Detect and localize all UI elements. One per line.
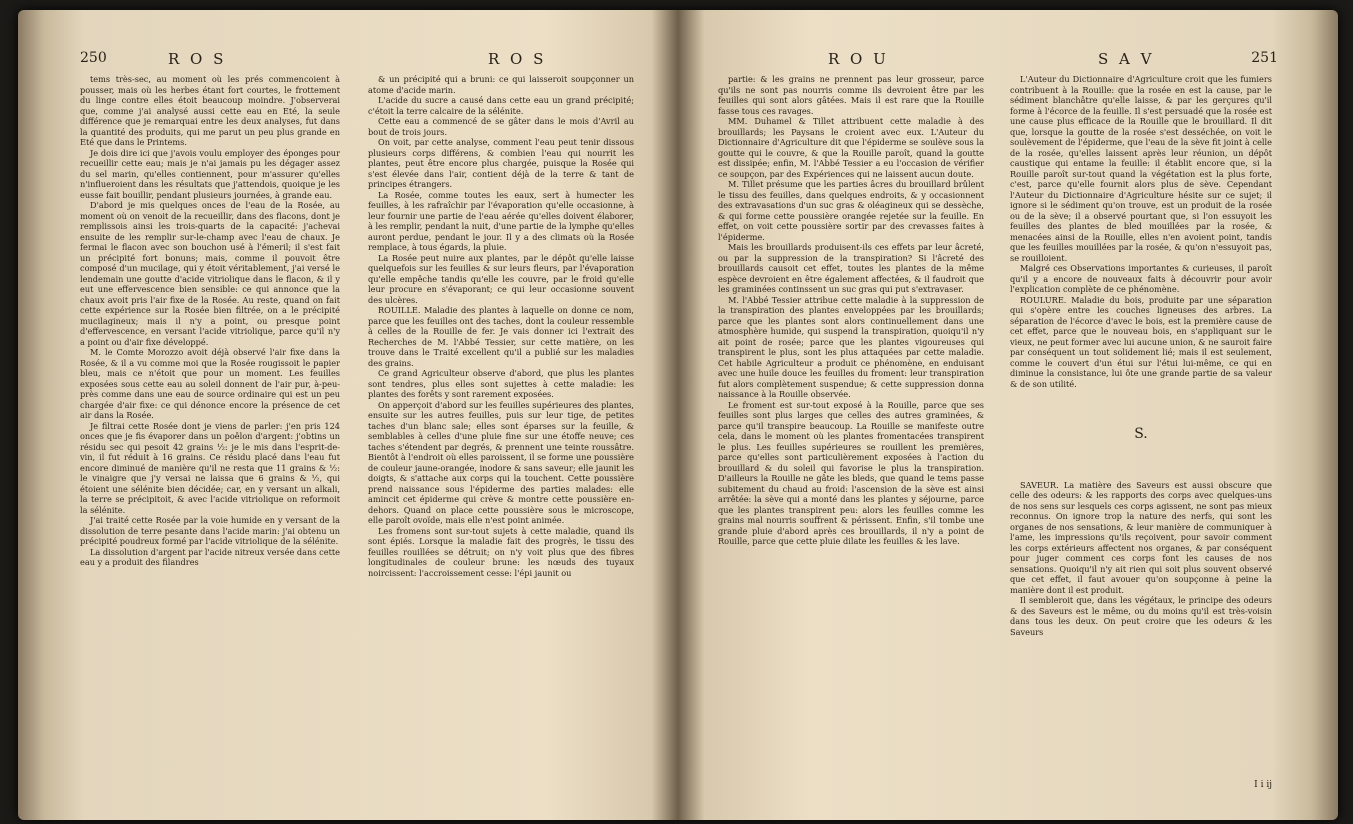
paragraph: D'abord je mis quelques onces de l'eau de la Rosée, au moment où on venoit de la recueillir, dans des flacons, dont je remplissois ainsi les trois-quarts de la capacité: j'achevai ensuite de les remplir sur-le-champ avec l'eau de chaux. Je fermai le flacon avec son bouchon usé à l'émeril; il s'est fait un précipité fort bonuns; mais, comme il pouvoit être composé d'un mucilage, qui y étoit véritablement, j'ai versé le lendemain une goutte d'acide vitriolique dans le flacon, & il y eut une effervescence bien sensible: ce qui annonce que la chaux avoit pris l'air fixe de la Rosée. Au reste, quand on fait cette expérience sur la Rosée bien filtrée, on a le précipité mucilagineux; mais il n'y a point, ou presque point d'effervescence, en versant l'acide vitriolique, parce qu'il n'y a point ou d'air fixe développé. [80, 200, 340, 347]
paragraph: Je filtrai cette Rosée dont je viens de parler: j'en pris 124 onces que je fis évaporer dans un poêlon d'argent: j'obtins un résidu sec qui pesoit 42 grains ½: je le mis dans l'esprit-de-vin, il fut réduit à 16 grains. Ce résidu placé dans l'eau fut encore diminué de manière qu'il ne resta que 11 grains & ½: le vinaigre que j'y versai ne laissa que 6 grains & ½, qui étoient une sélénite bien décidée; car, en y versant un alkali, la terre se précipitoit, & avec l'acide vitriolique on reformoit la sélénite. [80, 420, 340, 515]
paragraph: Le froment est sur-tout exposé à la Rouille, parce que ses feuilles sont plus larges que celles des autres graminées, & parce qu'il transpire beaucoup. La Rouille se manifeste outre cela, dans le moment où les plantes fromentacées transpirent le plus. Les feuilles supérieures se rouillent les premières, parce qu'elles sont particulièrement exposées à l'action du brouillard & du soleil qui favorise le plus la transpiration. D'ailleurs la Rouille ne gâte les bleds, que quand le tems passe subitement du chaud au froid: l'ascension de la sève est ainsi arrêtée: la sève qui a monté dans les plantes y séjourne, parce que les plantes transpirent peu: alors les feuilles comme les grains mal nourris souffrent & périssent. Enfin, s'il tombe une grande pluie d'abord après ces brouillards, il n'y a point de Rouille, parce que cette pluie dilate les feuilles & les lave. [718, 399, 984, 546]
running-head-left: R O U [828, 50, 889, 68]
paragraph: S. [1134, 426, 1148, 442]
paragraph: L'acide du sucre a causé dans cette eau un grand précipité; c'étoit la terre calcaire de la sélénite. [368, 95, 634, 116]
paragraph: ROULURE. Maladie du bois, produite par une séparation qui s'opère entre les couches ligneuses des arbres. La séparation de l'écorce d'avec le bois, est la première cause de cet effet, parce que le nouveau bois, en s'appliquant sur le vieux, ne peut former avec lui aucune union, & ne sauroit faire par conséquent un tout solidement lié; mais il est seulement, comme le couvert d'un étui sur l'étui lui-même, ce qui en diminue la consistance, lui ôte une grande partie de sa valeur & de son utilité. [1010, 294, 1272, 389]
text-column-right [368, 74, 634, 784]
paragraph: Les fromens sont sur-tout sujets à cette maladie, quand ils sont épiés. Lorsque la maladie fait des progrès, le tissu des feuilles rouillées se détruit; on n'y voit plus que des fibres longitudinales de couleur brune: les nœuds des tuyaux noircissent: l'accroissement cesse: l'épi jaunit ou [368, 525, 634, 578]
paragraph: Je dois dire ici que j'avois voulu employer des éponges pour recueillir cette eau; mais je n'ai jamais pu les dégager assez du sel marin, qu'elles contiennent, pour m'assurer qu'elles n'influeroient dans les résultats que j'attendois, quoique je les eusse fait bouillir, pendant plusieurs journées, à grande eau. [80, 147, 340, 200]
paragraph: On voit, par cette analyse, comment l'eau peut tenir dissous plusieurs corps différens, & combien l'eau qui nourrit les plantes, peut être encore plus chargée, puisque la Rosée qui s'est élevée dans l'air, contient déjà de la terre & tant de principes étrangers. [368, 137, 634, 189]
paragraph: M. Tillet présume que les parties âcres du brouillard brûlent le tissu des feuilles, dans quelques endroits, & y occasionnent des extravasations d'un suc gras & oléagineux qui se dessèche, & qui forme cette poussière orangée rejetée sur la feuille. En effet, on voit cette poussière sortir par des crevasses faites à l'épiderme. [718, 179, 984, 242]
paragraph: La Rosée, comme toutes les eaux, sert à humecter les feuilles, à les rafraîchir par l'évaporation qu'elle occasionne, à leur fournir une partie de l'eau aérée qu'elles doivent élaborer, à les remplir, pendant la nuit, d'une partie de la lymphe qu'elles auront perdue, pendant le jour. Il y a des climats où la Rosée remplace, à tous égards, la pluie. [368, 189, 634, 252]
right-page [718, 50, 1278, 790]
paragraph: partie: & les grains ne prennent pas leur grosseur, parce qu'ils ne sont pas nourris comme ils devroient être par les feuilles qui sont alors gâtées. Mais il est rare que la Rouille fasse tous ces ravages. [718, 74, 984, 116]
open-book [18, 10, 1338, 820]
page-number: 250 [80, 50, 107, 66]
text-column-left [718, 74, 984, 784]
paragraph: MM. Duhamel & Tillet attribuent cette maladie à des brouillards; les Paysans le croient avec eux. L'Auteur du Dictionnaire d'Agriculture dit que l'épiderme se soulève sous la goutte qui le couvre, & que la Rouille paroît, quand la goutte est dissipée; enfin, M. l'Abbé Tessier a eu l'occasion de vérifier ce soupçon, par des Expériences qui ne laissent aucun doute. [718, 116, 984, 179]
paragraph: M. l'Abbé Tessier attribue cette maladie à la suppression de la transpiration des plantes enveloppées par les brouillards; parce que les plantes sont alors continuellement dans une atmosphère humide, qui suspend la transpiration, quoiqu'il n'y ait point de rosée; parce que les plantes vigoureuses qui transpirent le plus, sont les plus attaquées par cette maladie. Cet habile Agriculteur a produit ce phénomène, en enduisant avec une huile douce les feuilles du froment: leur transpiration fut alors complètement suspendue; & cette suppression donna naissance à la Rouille observée. [718, 294, 984, 399]
paragraph: Il sembleroit que, dans les végétaux, le principe des odeurs & des Saveurs est le même, ou du moins qu'il est très-voisin dans tous les deux. On peut croire que les odeurs & les Saveurs [1010, 595, 1272, 637]
running-header [718, 50, 1278, 72]
text-column-left [80, 74, 340, 784]
running-head-right: S A V [1098, 50, 1155, 68]
paragraph: J'ai traité cette Rosée par la voie humide en y versant de la dissolution de terre pesante dans l'acide marin: j'ai obtenu un précipité poudreux formé par l'acide vitriolique de la sélénite. [80, 515, 340, 546]
paragraph: Cette eau a commencé de se gâter dans le mois d'Avril au bout de trois jours. [368, 116, 634, 137]
paragraph: Mais les brouillards produisent-ils ces effets par leur âcreté, ou par la suppression de la transpiration? Si l'âcreté des brouillards causoit cet effet, toutes les plantes de la même espèce devroient en être également affectées, & il faudroit que les graminées continssent un suc gras qui put s'extravaser. [718, 242, 984, 294]
running-head-right: R O S [488, 50, 547, 68]
text-column-right [1010, 74, 1272, 784]
paragraph: L'Auteur du Dictionnaire d'Agriculture croit que les fumiers contribuent à la Rouille: que la rosée en est la cause, par le sédiment blanchâtre qu'elle laisse, & par les gerçures qu'il forme à l'écorce de la feuille. Il s'est persuadé que la rosée est une cause plus efficace de la Rouille que le brouillard. Il dit que, lorsque la goutte de la rosée s'est desséchée, on voit le soulèvement de l'épiderme, que l'eau de la sève fit joint à celle de la rosée, qu'elles laissent après leur réunion, un dépôt caustique qui entame la feuille: il établit encore que, si la Rouille paroît sur-tout quand la végétation est la plus forte, c'est, parce qu'elle fournit alors plus de sève. Cependant l'Auteur du Dictionnaire d'Agriculture hésite sur ce sujet; il ignore si le sédiment qu'on trouve, est un produit de la rosée ou de la sève; il a observé pourtant que, si l'on essuyoit les feuilles des plantes de bled mouillées par la rosée, & menacées ainsi de la Rouille, elles n'en avoient point, tandis que les feuilles mouillées par la rosée, & qu'on n'essuyoit pas, se rouilloient. [1010, 74, 1272, 263]
running-header [80, 50, 640, 72]
paragraph: tems très-sec, au moment où les prés commencoient à pousser, mais où les herbes étant fort courtes, le frottement du linge contre elles étoit beaucoup moindre. J'observerai que, comme j'ai analysé aussi cette eau en Eté, la seule différence que je remarquai entre les deux analyses, fut dans la quantité des produits, qui me parut un peu plus grande en Eté que dans le Printems. [80, 74, 340, 147]
page-number: 251 [1251, 50, 1278, 66]
signature-mark: I i ij [1254, 780, 1272, 790]
paragraph: On apperçoit d'abord sur les feuilles supérieures des plantes, ensuite sur les autres feuilles, puis sur leur tige, de petites taches d'un blanc sale; elles sont éparses sur la feuille, & semblables à celles d'une pluie fine sur une étoffe neuve; ces taches s'étendent par degrés, & prennent une teinte roussâtre. Bientôt à l'endroit où elles paroissent, il se forme une poussière de couleur jaune-orangée, inodore & sans saveur; elle jaunit les doigts, & s'attache aux corps qui la touchent. Cette poussière prend naissance sous l'épiderme des parties malades: elle amincit cet épiderme qui crève & montre cette poussière en-dehors. Quand on place cette poussière sous le microscope, elle paroît ovoïde, mais elle n'est point animée. [368, 399, 634, 525]
paragraph: M. le Comte Morozzo avoit déjà observé l'air fixe dans la Rosée, & il a vu comme moi que la Rosée rougissoit le papier bleu, mais ce n'étoit que pour un moment. Les feuilles exposées sous cette eau au soleil donnent de l'air pur, à-peu-près comme dans une eau de source ordinaire qui est un peu chargée d'air fixe: ce qui dénonce encore la présence de cet air dans la Rosée. [80, 347, 340, 420]
running-head-left: R O S [168, 50, 227, 68]
paragraph: La dissolution d'argent par l'acide nitreux versée dans cette eau y a produit des filandres [80, 546, 340, 567]
left-page [80, 50, 640, 790]
paragraph: SAVEUR. La matière des Saveurs est aussi obscure que celle des odeurs: & les rapports des corps avec quelques-uns de nos sens sur lesquels ces corps agissent, ne sont pas mieux reconnus. On ignore trop la nature des nerfs, qui sont les organes de nos sensations, & leur manière de communiquer à l'ame, les impressions qu'ils reçoivent, pour savoir comment les corps extérieurs affectent nos organes, & par conséquent pour juger comment ces corps font les causes de nos sensations. Quoiqu'il n'y ait rien qui soit plus souvent observé que cet effet, il faut avouer qu'on soupçonne à peine la manière dont il est produit. [1010, 479, 1272, 595]
paragraph: & un précipité qui a bruni: ce qui laisseroit soupçonner un atome d'acide marin. [368, 74, 634, 95]
paragraph: Ce grand Agriculteur observe d'abord, que plus les plantes sont tendres, plus elles sont sujettes à cette maladie: les plantes des forêts y sont rarement exposées. [368, 368, 634, 399]
paragraph: Malgré ces Observations importantes & curieuses, il paroît qu'il y a encore de nouveaux faits à découvrir pour avoir l'explication complète de ce phénomène. [1010, 263, 1272, 294]
paragraph: ROUILLE. Maladie des plantes à laquelle on donne ce nom, parce que les feuilles ont des taches, dont la couleur ressemble à celles de la Rouille de fer. Je vais donner ici l'extrait des Recherches de M. l'Abbé Tessier, sur cette matière, on les trouve dans le Traité excellent qu'il a publié sur les maladies des grains. [368, 305, 634, 368]
paragraph: La Rosée peut nuire aux plantes, par le dépôt qu'elle laisse quelquefois sur les feuilles & sur leurs fleurs, par l'évaporation qu'elle empêche tandis qu'elle les couvre, par le froid qu'elle leur procure en s'évaporant; ce qui leur occasionne souvent des ulcères. [368, 252, 634, 305]
